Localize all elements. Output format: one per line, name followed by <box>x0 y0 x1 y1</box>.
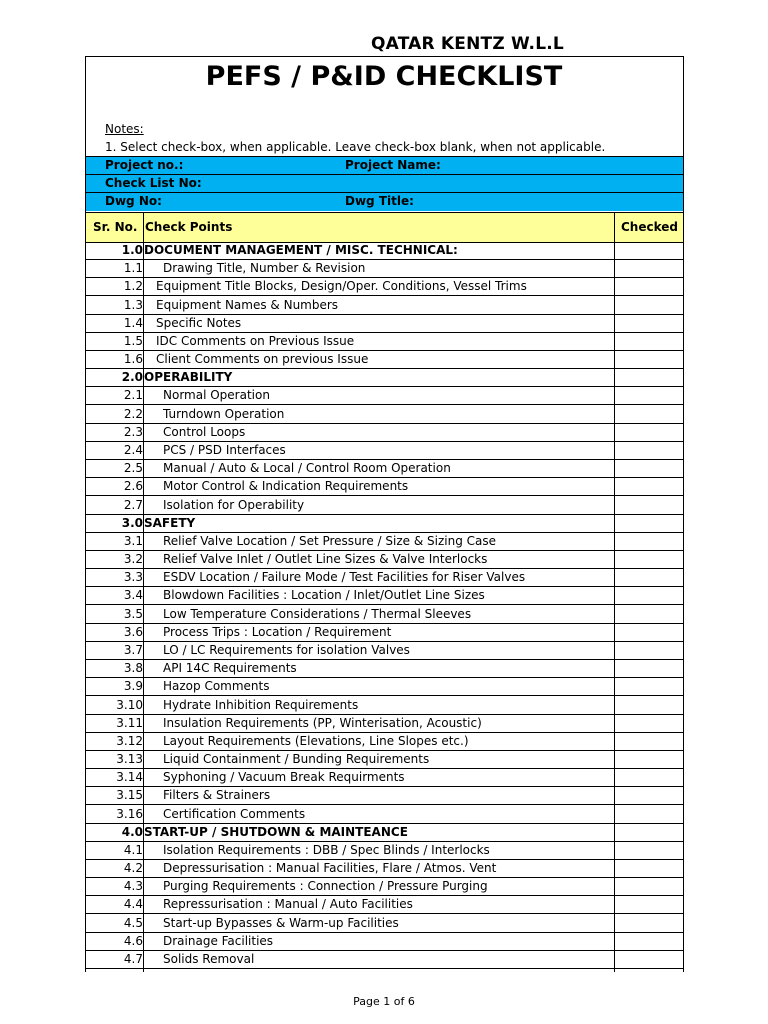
table-row <box>86 350 683 369</box>
check-point-text: Certification Comments <box>163 806 306 821</box>
dwg-no-label: Dwg No: <box>105 194 162 208</box>
table-row <box>86 677 683 696</box>
checked-cell[interactable] <box>614 314 682 332</box>
check-point-text: LO / LC Requirements for isolation Valves <box>163 642 410 657</box>
checked-cell[interactable] <box>614 423 682 441</box>
table-row <box>86 950 683 969</box>
row-number: 3.4 <box>123 588 143 603</box>
check-point-text: Equipment Title Blocks, Design/Oper. Conditions, Vessel Trims <box>156 279 527 294</box>
table-row <box>86 568 683 587</box>
row-number: 3.0 <box>121 515 143 530</box>
checked-cell[interactable] <box>614 641 682 659</box>
check-point-text: PCS / PSD Interfaces <box>163 442 286 457</box>
section-row <box>86 514 683 533</box>
row-number: 4.7 <box>123 952 143 967</box>
row-number: 1.2 <box>123 279 143 294</box>
row-number: 2.1 <box>123 388 143 403</box>
table-row <box>86 459 683 478</box>
checked-cell[interactable] <box>614 405 682 423</box>
checked-cell[interactable] <box>614 296 682 314</box>
row-number: 1.4 <box>123 315 143 330</box>
section-title: SAFETY <box>144 515 196 530</box>
checked-cell <box>614 368 682 386</box>
check-point-text: Blowdown Facilities : Location / Inlet/Outlet Line Sizes <box>163 588 485 603</box>
row-number: 3.5 <box>123 606 143 621</box>
checked-cell[interactable] <box>614 877 682 895</box>
checked-cell[interactable] <box>614 441 682 459</box>
table-row <box>86 732 683 751</box>
checked-cell[interactable] <box>614 696 682 714</box>
row-number: 2.5 <box>123 461 143 476</box>
col-header-check-points: Check Points <box>145 220 233 234</box>
checked-cell <box>614 823 682 841</box>
row-number: 3.13 <box>116 752 143 767</box>
check-point-text: ESDV Location / Failure Mode / Test Facilities for Riser Valves <box>163 570 526 585</box>
row-number: 1.1 <box>123 261 143 276</box>
table-row <box>86 641 683 660</box>
check-point-text: Low Temperature Considerations / Thermal Sleeves <box>163 606 472 621</box>
project-name-label: Project Name: <box>345 158 441 172</box>
row-number: 1.3 <box>123 297 143 312</box>
check-point-text: Drawing Title, Number & Revision <box>163 261 366 276</box>
table-row <box>86 768 683 787</box>
check-point-text: Syphoning / Vacuum Break Requirments <box>163 770 405 785</box>
table-row <box>86 623 683 642</box>
check-point-text: Motor Control & Indication Requirements <box>163 479 409 494</box>
table-row <box>86 841 683 860</box>
row-number: 3.15 <box>116 788 143 803</box>
table-row <box>86 532 683 551</box>
table-row <box>86 877 683 896</box>
row-number: 3.7 <box>123 642 143 657</box>
section-row <box>86 823 683 842</box>
checked-cell[interactable] <box>614 768 682 786</box>
row-number: 4.4 <box>123 897 143 912</box>
checked-cell[interactable] <box>614 914 682 932</box>
row-number: 4.5 <box>123 915 143 930</box>
table-row <box>86 605 683 624</box>
table-row <box>86 259 683 278</box>
checked-cell[interactable] <box>614 532 682 550</box>
row-number: 2.7 <box>123 497 143 512</box>
checked-cell[interactable] <box>614 623 682 641</box>
check-point-text: Normal Operation <box>163 388 270 403</box>
check-point-text: Turndown Operation <box>163 406 285 421</box>
info-row-dwg <box>86 192 683 211</box>
row-number: 1.0 <box>121 243 143 257</box>
check-point-text: API 14C Requirements <box>163 661 297 676</box>
checked-cell[interactable] <box>614 841 682 859</box>
check-point-text: Equipment Names & Numbers <box>156 297 339 312</box>
checked-cell[interactable] <box>614 350 682 368</box>
checked-cell[interactable] <box>614 550 682 568</box>
info-row-checklist <box>86 174 683 193</box>
table-row <box>86 932 683 951</box>
row-number: 4.6 <box>123 933 143 948</box>
checked-cell[interactable] <box>614 750 682 768</box>
row-number: 2.2 <box>123 406 143 421</box>
table-row <box>86 496 683 515</box>
table-row <box>86 586 683 605</box>
table-row <box>86 314 683 333</box>
row-number: 4.0 <box>121 824 143 839</box>
table-row <box>86 386 683 405</box>
row-number: 1.5 <box>123 333 143 348</box>
table-row <box>86 750 683 769</box>
check-point-text: Control Loops <box>163 424 246 439</box>
table-row <box>86 405 683 424</box>
table-row <box>86 441 683 460</box>
check-point-text: IDC Comments on Previous Issue <box>156 333 355 348</box>
check-point-text: Layout Requirements (Elevations, Line Slopes etc.) <box>163 733 469 748</box>
page-footer: Page 1 of 6 <box>353 995 415 1008</box>
col-header-sr-no: Sr. No. <box>93 220 138 234</box>
checked-cell[interactable] <box>614 805 682 823</box>
checked-cell[interactable] <box>614 605 682 623</box>
table-row <box>86 332 683 351</box>
table-row <box>86 659 683 678</box>
notes-heading: Notes: <box>105 122 144 136</box>
page-title: PEFS / P&ID CHECKLIST <box>205 61 563 92</box>
check-point-text: Hazop Comments <box>163 679 270 694</box>
checked-cell[interactable] <box>614 586 682 604</box>
check-point-text: Drainage Facilities <box>163 933 274 948</box>
section-row <box>86 368 683 387</box>
check-point-text: Repressurisation : Manual / Auto Facilities <box>163 897 413 912</box>
checked-cell[interactable] <box>614 496 682 514</box>
info-row-project <box>86 156 683 175</box>
row-number: 3.10 <box>116 697 143 712</box>
check-point-text: Manual / Auto & Local / Control Room Operation <box>163 461 451 476</box>
table-right-border <box>683 119 684 972</box>
checked-cell[interactable] <box>614 259 682 277</box>
checked-cell[interactable] <box>614 477 682 495</box>
row-number: 3.14 <box>116 770 143 785</box>
row-number: 2.0 <box>121 370 143 385</box>
section-row <box>86 241 683 260</box>
row-number: 3.11 <box>116 715 143 730</box>
table-row <box>86 296 683 315</box>
checked-cell[interactable] <box>614 950 682 968</box>
checked-cell[interactable] <box>614 459 682 477</box>
checked-cell[interactable] <box>614 277 682 295</box>
checked-cell[interactable] <box>614 732 682 750</box>
row-number: 2.6 <box>123 479 143 494</box>
checked-cell[interactable] <box>614 568 682 586</box>
table-header <box>86 212 683 243</box>
col-header-checked: Checked <box>621 220 678 234</box>
row-number: 4.2 <box>123 861 143 876</box>
row-number: 3.12 <box>116 733 143 748</box>
check-point-text: Start-up Bypasses & Warm-up Facilities <box>163 915 399 930</box>
checked-cell <box>614 514 682 532</box>
row-number: 4.1 <box>123 842 143 857</box>
check-point-text: Purging Requirements : Connection / Pressure Purging <box>163 879 488 894</box>
check-point-text: Filters & Strainers <box>163 788 271 803</box>
dwg-title-label: Dwg Title: <box>345 194 414 208</box>
check-point-text: Client Comments on previous Issue <box>156 352 369 367</box>
row-number: 1.6 <box>123 352 143 367</box>
table-row <box>86 805 683 824</box>
notes-text: 1. Select check-box, when applicable. Leave check-box blank, when not applicable. <box>105 140 606 154</box>
check-point-text: Relief Valve Location / Set Pressure / Size & Sizing Case <box>163 533 496 548</box>
table-row <box>86 714 683 733</box>
check-point-text: Isolation for Operability <box>163 497 305 512</box>
checked-cell[interactable] <box>614 786 682 804</box>
table-row <box>86 895 683 914</box>
company-name: QATAR KENTZ W.L.L <box>371 34 564 54</box>
check-list-no-label: Check List No: <box>105 176 202 190</box>
check-point-text: Specific Notes <box>156 315 242 330</box>
table-row <box>86 696 683 715</box>
row-number: 3.16 <box>116 806 143 821</box>
check-point-text: Relief Valve Inlet / Outlet Line Sizes & Valve Interlocks <box>163 552 488 567</box>
project-no-label: Project no.: <box>105 158 184 172</box>
table-row <box>86 423 683 442</box>
checked-cell[interactable] <box>614 659 682 677</box>
row-number: 3.2 <box>123 552 143 567</box>
row-number: 3.6 <box>123 624 143 639</box>
checked-cell[interactable] <box>614 859 682 877</box>
row-number: 3.8 <box>123 661 143 676</box>
row-number: 2.4 <box>123 442 143 457</box>
table-row <box>86 914 683 933</box>
check-point-text: Process Trips : Location / Requirement <box>163 624 392 639</box>
row-number: 3.3 <box>123 570 143 585</box>
section-title: OPERABILITY <box>144 370 233 385</box>
checked-cell[interactable] <box>614 332 682 350</box>
table-row <box>86 550 683 569</box>
check-point-text: Liquid Containment / Bunding Requirements <box>163 752 430 767</box>
check-point-text: Isolation Requirements : DBB / Spec Blinds / Interlocks <box>163 842 490 857</box>
check-point-text: Solids Removal <box>163 952 255 967</box>
row-number: 3.9 <box>123 679 143 694</box>
checked-cell[interactable] <box>614 677 682 695</box>
row-number: 4.3 <box>123 879 143 894</box>
checked-cell[interactable] <box>614 895 682 913</box>
table-row <box>86 786 683 805</box>
section-title: DOCUMENT MANAGEMENT / MISC. TECHNICAL: <box>144 243 458 257</box>
check-point-text: Depressurisation : Manual Facilities, Flare / Atmos. Vent <box>163 861 497 876</box>
section-title: START-UP / SHUTDOWN & MAINTEANCE <box>144 824 408 839</box>
row-number: 3.1 <box>123 533 143 548</box>
table-row <box>86 859 683 878</box>
table-row <box>86 477 683 496</box>
row-number: 2.3 <box>123 424 143 439</box>
checked-cell[interactable] <box>614 386 682 404</box>
checked-cell[interactable] <box>614 932 682 950</box>
check-point-text: Hydrate Inhibition Requirements <box>163 697 359 712</box>
table-row <box>86 277 683 296</box>
checked-cell <box>614 241 682 259</box>
check-point-text: Insulation Requirements (PP, Winterisation, Acoustic) <box>163 715 482 730</box>
checked-cell[interactable] <box>614 714 682 732</box>
